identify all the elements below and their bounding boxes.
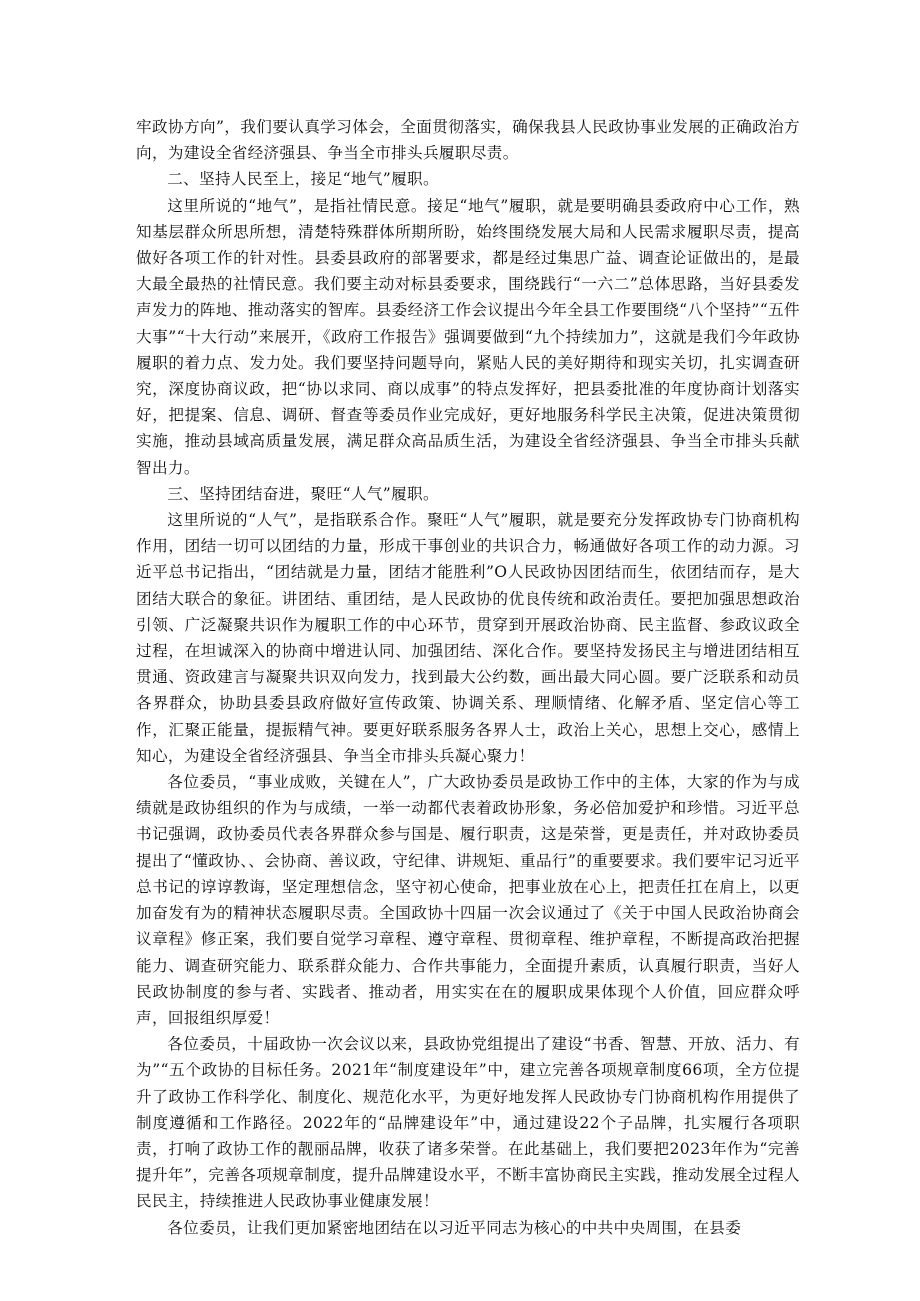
paragraph-renqi: 这里所说的“人气”，是指联系合作。聚旺“人气”履职，就是要充分发挥政协专门协商机构作用，团结一切可以团结的力量，形成干事创业的共识合力，畅通做好各项工作的动力源。习近平总书记指出，“团结就是力量，团结才能胜利”O人民政协因团结而生，依团结而存，是大团结大联合的象征。讲团结、重团结，是人民政协的优良传统和政治责任。要把加强思想政治引领、广泛凝聚共识作为履职工作的中心环节，贯穿到开展政治协商、民主监督、参政议政全过程，在坦诚深入的协商中增进认同、加强团结、深化合作。要坚持发扬民主与增进团结相互贯通、资政建言与凝聚共识双向发力，找到最大公约数，画出最大同心圆。要广泛联系和动员各界群众，协助县委县政府做好宣传政策、协调关系、理顺情绪、化解矛盾、坚定信心等工作，汇聚正能量，提振精气神。要更好联系服务各界人士，政治上关心，思想上交心，感情上知心，为建设全省经济强县、争当全市排头兵凝心聚力！ (136, 511, 800, 765)
paragraph-closing: 各位委员，让我们更加紧密地团结在以习近平同志为核心的中共中央周围，在县委 (167, 1218, 742, 1237)
document-body (136, 114, 800, 1241)
paragraph-goals: 各位委员，十届政协一次会议以来，县政协党组提出了建设“书香、智慧、开放、活力、有为”“五个政协的目标任务。2021年“制度建设年”中，建立完善各项规章制度66项，全方位提升了政协工作科学化、制度化、规范化水平，为更好地发挥人民政协专门协商机构作用提供了制度遵循和工作路径。2022年的“品牌建设年”中，通过建设22个子品牌，扎实履行各项职责，打响了政协工作的靓丽品牌，收获了诸多荣誉。在此基础上，我们要把2023年作为“完善提升年”，完善各项规章制度，提升品牌建设水平，不断丰富协商民主实践，推动发展全过程人民民主，持续推进人民政协事业健康发展！ (136, 1035, 800, 1211)
paragraph-continuation: 牢政协方向”，我们要认真学习体会，全面贯彻落实，确保我县人民政协事业发展的正确政治方向，为建设全省经济强县、争当全市排头兵履职尽责。 (136, 118, 800, 163)
section-heading-three: 三、坚持团结奋进，聚旺“人气”履职。 (167, 484, 439, 503)
paragraph-diqi: 这里所说的“地气”，是指社情民意。接足“地气”履职，就是要明确县委政府中心工作，熟知基层群众所思所想，清楚特殊群体所期所盼，始终围绕发展大局和人民需求履职尽责，提高做好各项工作的针对性。县委县政府的部署要求，都是经过集思广益、调查论证做出的，是最大最全最热的社情民意。我们要主动对标县委要求，围绕践行“一六二”总体思路，当好县委发声发力的阵地、推动落实的智库。县委经济工作会议提出今年全县工作要围绕“八个坚持”“五件大事”“十大行动”来展开，《政府工作报告》强调要做到“九个持续加力”，这就是我们今年政协履职的着力点、发力处。我们要坚持问题导向，紧贴人民的美好期待和现实关切，扎实调查研究，深度协商议政，把“协以求同、商以成事”的特点发挥好，把县委批准的年度协商计划落实好，把提案、信息、调研、督查等委员作业完成好，更好地服务科学民主决策，促进决策贯彻实施，推动县域高质量发展，满足群众高品质生活，为建设全省经济强县、争当全市排头兵献智出力。 (136, 196, 800, 477)
section-heading-two: 二、坚持人民至上，接足“地气”履职。 (167, 170, 439, 189)
paragraph-members-role: 各位委员，“事业成败，关键在人”，广大政协委员是政协工作中的主体，大家的作为与成绩就是政协组织的作为与成绩，一举一动都代表着政协形象，务必倍加爱护和珍惜。习近平总书记强调，政协委员代表各界群众参与国是、履行职责，这是荣誉，更是责任，并对政协委员提出了“懂政协、、会协商、善议政，守纪律、讲规矩、重品行”的重要要求。我们要牢记习近平总书记的谆谆教诲，坚定理想信念，坚守初心使命，把事业放在心上，把责任扛在肩上，以更加奋发有为的精神状态履职尽责。全国政协十四届一次会议通过了《关于中国人民政治协商会议章程》修正案，我们要自觉学习章程、遵守章程、贯彻章程、维护章程，不断提高政治把握能力、调查研究能力、联系群众能力、合作共事能力，全面提升素质，认真履行职责，当好人民政协制度的参与者、实践者、推动者，用实实在在的履职成果体现个人价值，回应群众呼声，回报组织厚爱！ (136, 773, 800, 1027)
